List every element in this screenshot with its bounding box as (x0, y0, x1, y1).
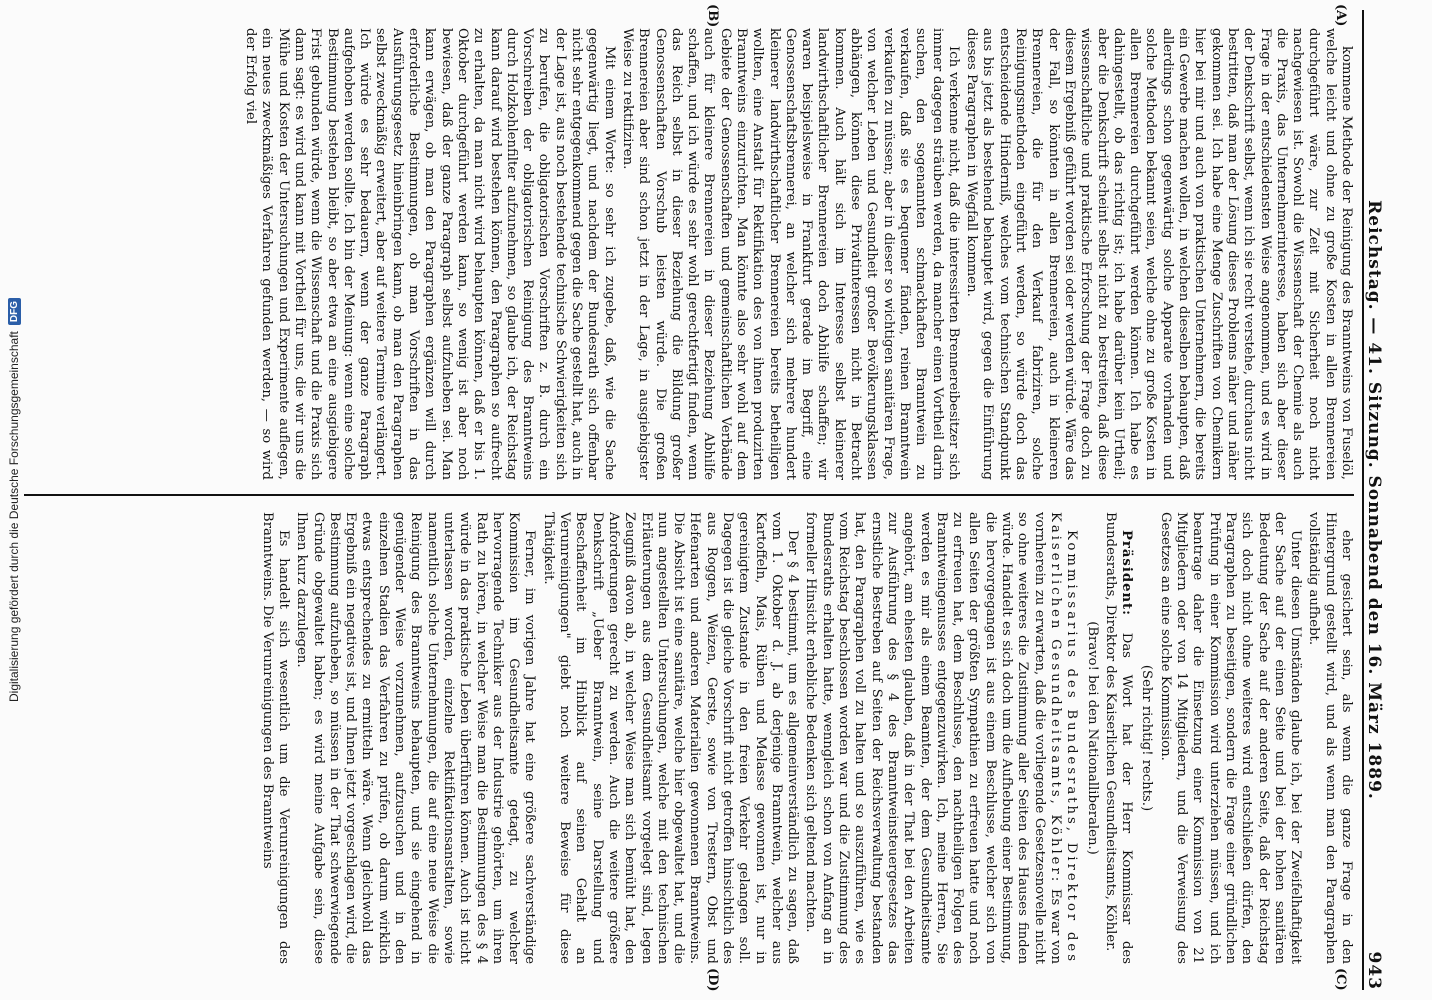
speaker-paragraph (802, 512, 1079, 964)
interjection: (Sehr richtig! rechts.) (1139, 664, 1155, 812)
speaker-paragraph (1102, 512, 1135, 964)
speaker-name: Präsident: (1119, 530, 1135, 617)
margin-mark-c: (C) (1333, 968, 1348, 991)
left-paragraph: kommene Methode der Reinigung des Branntweins von Fuselöl, welche leicht und ohne zu große Kosten in allen Brennereien durchgeführt wäre, zur Zeit mit Sicherheit noch nicht nachgewiesen ist. Sowohl die Wissenschaft der Chemie als auch die Praxis, das Unternehmerinteresse, haben sich aber dieser Frage in der entschiedensten Weise angenommen, und es wird in der Denkschrift selbst, wenn ich sie recht verstehe, durchaus nicht bestritten, daß man der Lösung dieses Problems näher und näher gekommen sei. Ich habe eine Menge Zuschriften von Chemikern hier bei mir und auch von praktischen Unternehmern, die bereits ein Gewerbe machen wollen, in welchen dieselben behaupten, daß allerdings schon gegenwärtig solche Apparate vorhanden und solche Methoden bekannt seien, welche ohne zu große Kosten in allen Brennereien durchgeführt werden können. Ich habe es dahingestellt, ob das richtig ist; ich habe darüber kein Urtheil; aber die Denkschrift scheint selbst nicht zu bestreiten, daß diese wissenschaftliche und praktische Erforschung der Frage doch zu diesem Ergebniß geführt worden sei oder werden würde. Wäre das der Fall, so könnten in allen Brennereien, auch in kleineren Brennereien, die für den Verkauf fabriziren, solche Reinigungsmethoden eingeführt werden, so würde doch das entscheidende Hinderniß, welches vom technischen Standpunkt aus bis jetzt als bestehend behauptet wird, gegen die Einführung dieses Paragraphen in Wegfall kommen. (964, 28, 1354, 480)
dfg-logo-icon: DFG (8, 298, 21, 325)
left-paragraph: Mit einem Worte: so sehr ich zugebe, daß, wie die Sache gegenwärtig liegt, und nachdem der Bundesrath sich offenbar nicht sehr entgegenkommend gegen die Sache gestellt hat, auch in der Lage ist, aus noch bestehende technische Schwierigkeiten sich zu berufen, die obligatorischen Vorschriften z. B. durch ein Vorschreiben der obligatorischen Reinigung des Branntweins durch Holzkohlenfilter aufzunehmen, so glaube ich, der Reichstag kann darauf wird bestehen können, den Paragraphen so aufrecht zu erhalten, da man nicht wird behaupten können, daß er bis 1. Oktober durchgeführt werden kann, so wenig ist aber noch bewiesen, daß der ganze Paragraph selbst aufzuheben sei. Man kann erwägen, ob man den Paragraphen ergänzen will durch erforderliche Bestimmungen, ob man Vorschriften in das Ausführungsgesetz hineinbringen kann, ob man den Paragraphen selbst zweckmäßig erweitert, aber auf weitere Termine verlängert. Ich würde es sehr bedauern, wenn der ganze Paragraph aufgehoben werden sollte. Ich bin der Meinung: wenn eine solche Bestimmung bestehen bleibt, so aber etwa an eine ausgiebigere Frist gebunden würde, wenn die Wissenschaft und die Praxis sich dann sagt: es wird und kann mit Vortheil für uns, die wir uns die Mühe und Kosten der Untersuchungen und Experimente auflegen, ein neues zweckmäßiges Verfahren gefunden werden, — so wird der Erfolg viel (243, 28, 617, 480)
right-paragraph: Ferner, im vorigen Jahre hat eine größere sachverständige Kommission im Gesundheitsamte getagt, zu welcher hervorragende Techniker aus der Industrie gehörten, um ihren Rath zu hören, in welcher Weise man die Bestimmungen des § 4 würde in das praktische Leben überführen können. Auch ist nicht unterlassen worden, einzelne Rektifikationsanstalten, sowie namentlich solche Unternehmungen, die auf eine neue Weise die Reinigung des Branntweins behaupten, und sie eingehend in genügender Weise vorzunehmen, aufzusuchen und in den einzelnen Stadien das Verfahren zu prüfen, ob darum wirklich etwas entsprechendes zu ermitteln wäre. Wenn gleichwohl das Ergebniß ein negatives ist, und Ihnen jetzt vorgeschlagen wird, die Bestimmung aufzuheben, so müssen in der That schwerwiegende Gründe obgewaltet haben; es wird meine Aufgabe sein, diese Ihnen kurz darzulegen. (294, 512, 538, 964)
right-paragraph: Der § 4 bestimmt, um es allgemeinverständlich zu sagen, daß vom 1. Oktober d. J. ab derjenige Branntwein, welcher aus Kartoffeln, Mais, Rüben und Melasse gewonnen ist, nur in gereinigtem Zustande in den freien Verkehr gelangen soll. Dagegen ist die gleiche Vorschrift nicht getroffen hinsichtlich des aus Roggen, Weizen, Gerste, sowie von Trestern, Obst und Hefenarten und anderen Materialien gewonnenen Branntweins. Die Absicht ist eine sanitäre, welche hier obgewaltet hat, und die nun angestellten Untersuchungen, welche mit den technischen Erläuterungen aus dem Gesundheitsamt vorgelegt sind, legen Zeugniß davon ab, in welcher Weise man sich bemüht hat, den Anforderungen gerecht zu werden. Auch die weitere größere Denkschrift „Ueber Branntwein, seine Darstellung und Beschaffenheit im Hinblick auf seinen Gehalt an Verunreinigungen" giebt noch weitere Beweise für diese Thätigkeit. (540, 512, 801, 964)
margin-mark-d: (D) (705, 968, 720, 992)
left-paragraph: Ich verkenne nicht, daß die interessirten Brennereibesitzer sich immer dagegen sträuben werden, da mancher einen Vortheil darin suchen, den sogenannten schmackhaften Branntwein zu verkaufen, daß sie es bequemer fänden, reinen Branntwein verkaufen zu müssen; aber in dieser so wichtigen sanitären Frage, von welcher Leben und Gesundheit großer Bevölkerungsklassen abhängen, können diese Privatinteressen nicht in Betracht kommen. Auch hält sich im Interesse selbst kleinerer landwirthschaftlicher Brennereien doch Abhilfe schaffen; wir waren beispielsweise in Frankfurt gerade im Begriff, eine Genossenschaftsbrennerei, an welcher sich mehrere hundert kleinerer landwirthschaftlicher Brennereien bereits betheiligen wollten, eine Anstalt für Rektifikation des von ihnen produzirten Branntweins einzurichten. Man könnte also sehr wohl auf dem Gebiete der Genossenschaften und gemeinschaftlichen Verbände auch für kleinere Brennereien in dieser Beziehung Abhilfe schaffen, und ich würde es sehr wohl gerechtfertigt finden, wenn das Reich selbst in dieser Beziehung die Bildung großer Genossenschaften Vorschub leisten würde. Die großen Brennereien aber sind schon jetzt in der Lage, in ausgiebigster Weise zu rektifiziren. (619, 28, 961, 480)
right-column (24, 512, 1354, 964)
column-divider (24, 494, 1354, 496)
right-paragraph: Unter diesen Umständen glaube ich, bei der Zweifelhaftigkeit der Sache auf der einen Seite und bei der hohen sanitären Bedeutung der Sache auf der anderen Seite, daß der Reichstag sich doch nicht ohne weiteres wird entschließen dürfen, den Paragraphen zu beseitigen, sondern die Frage einer gründlichen Prüfung in einer Kommission wird unterziehen müssen, und ich beantrage daher die Einsetzung einer Kommission von 21 Mitgliedern oder von 14 Mitgliedern, und die Verweisung des Gesetzes an eine solche Kommission. (1157, 512, 1304, 964)
speaker-text: Das Wort hat der Herr Kommissar des Bundesraths, Direktor des Kaiserlichen Gesundheitsamts, Köhler. (1102, 512, 1135, 964)
footer-text: Digitalisierung gefördert durch die Deutsche Forschungsgemeinschaft (7, 331, 21, 702)
right-paragraph: eher gesichert sein, als wenn die ganze Frage in den Hintergrund gestellt wird, und als wenn man den Paragraphen vollständig aufhebt. (1306, 512, 1354, 964)
margin-mark-b: (B) (705, 4, 720, 28)
margin-mark-a: (A) (1333, 4, 1348, 27)
page-header (1362, 10, 1390, 990)
footer (7, 10, 21, 990)
interjection: (Bravo! bei den Nationalliberalen.) (1084, 621, 1100, 855)
right-paragraph: Es handelt sich wesentlich um die Verunreinigungen des Branntweins. Die Verunreinigungen des Branntweins (259, 512, 291, 964)
speaker-text: Es war von vornherein zu erwarten, daß die vorliegende Gesetzesnovelle nicht so ohne weiteres die Zustimmung aller Seiten des Hauses finden würde. Handelt es sich doch um die Aufhebung einer Bestimmung, die hervorgegangen ist aus einem Beschlusse, welcher sich von allen Seiten der größten Sympathien zu erfreuen hatte und noch zu erfreuen hat, dem Beschlusse, den nachtheiligen Folgen des Branntweingenusses entgegenzuwirken. Ich, meine Herren, Sie werden es mir als einem Beamten, der dem Gesundheitsamte angehört, am ehesten glauben, daß in der That bei den Arbeiten zur Ausführung des § 4 des Branntweinsteuergesetzes das ernstliche Bestreben auf Seiten der Reichsverwaltung bestanden hat, den Paragraphen voll zu halten und so auszuführen, wie es vom Reichstag beschlossen worden war und die Zustimmung des Bundesraths erhalten hatte, wenngleich schon von Anfang an in formeller Hinsicht erhebliche Bedenken sich geltend machten. (803, 512, 1063, 964)
footer-strip (0, 0, 28, 1000)
page-header-title: Reichstag. — 41. Sitzung. Sonnabend den 16. März 1889. (1364, 200, 1384, 800)
speaker-name: Kommissarius des Bundesraths, Direktor des Kaiserlichen Gesundheitsamts, Köhler: (1047, 512, 1080, 964)
left-column (24, 28, 1354, 480)
page-number: 943 (1364, 951, 1384, 990)
